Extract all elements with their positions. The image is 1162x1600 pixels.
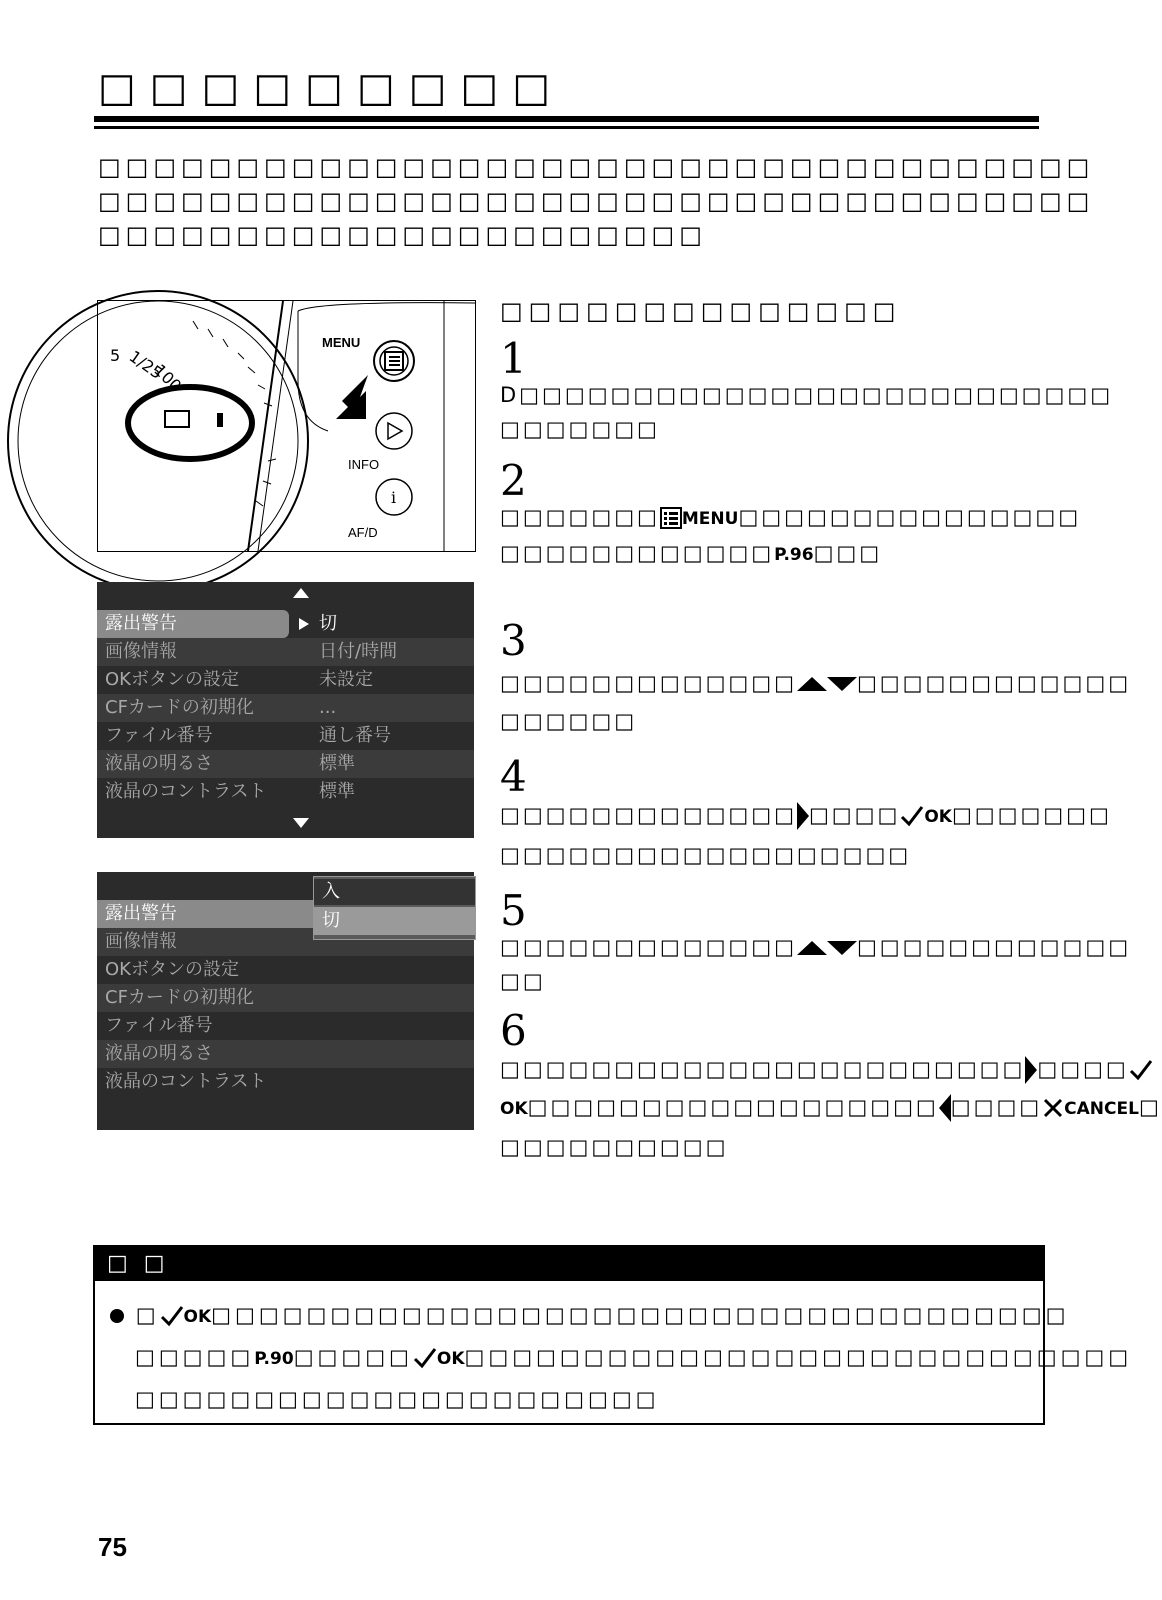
intro-line: □□□□□□□□□□□□□□□□□□□□□□□□□□□□□□□□□□□□ [98,153,1095,181]
af-button-label: AF/D [348,525,378,540]
left-arrow-icon [939,1094,951,1122]
step-number: 1 [500,334,527,383]
page-number: 75 [98,1532,127,1562]
menu-row: 露出警告 切 [105,613,337,634]
option-popup [313,876,476,940]
menu-row: 液晶のコントラスト 標準 [105,781,355,802]
menu-label: MENU [681,509,739,529]
ok-label: OK [500,1099,528,1119]
page-reference: P.90 [254,1349,294,1369]
intro-line: □□□□□□□□□□□□□□□□□□□□□□□□□□□□□□□□□□□□ [98,187,1095,215]
menu-row: 画像情報 [97,928,474,956]
play-arrow-icon [299,618,309,630]
right-arrow-icon [797,802,809,830]
cancel-label: CANCEL [1064,1099,1139,1119]
option-on: 入 [322,881,340,902]
menu-row: 露出警告 [105,903,177,924]
page-reference: P.96 [774,545,814,565]
steps-heading: □□□□□□□□□□□□□□ [500,297,902,325]
menu-row: ファイル番号 通し番号 [105,725,391,746]
option-off: 切 [322,910,340,931]
step-4-text: □□□□□□□□□□□□□ □□□□ OK□□□□□□□ □□□□□□□□□□□□□□□□□□ [500,803,1112,867]
menu-row: CFカードの初期化 [97,984,474,1012]
check-icon [160,1305,184,1327]
intro-paragraph [98,150,1095,252]
ok-label: OK [183,1307,212,1327]
note-body: □ OK□□□□□□□□□□□□□□□□□□□□□□□□□□□□□□□□□□□□ □□□□□P.90□□□□□ OK□□□□□□□□□□□□□□□□□□□□□□□□□□□□ □□□□□□□□□□□□□□□□□□□□□□ [109,1295,1029,1419]
menu-row: CFカードの初期化 ... [97,694,474,722]
menu-row: ファイル番号 [105,1015,213,1036]
step-2-text: □□□□□□□ MENU□□□□□□□□□□□□□□□ □□□□□□□□□□□□P.96□□□ [500,505,1082,565]
page-title: □□□□□□□□□ [98,65,565,111]
svg-text:5: 5 [110,346,121,365]
menu-row: 液晶の明るさ 標準 [97,750,474,778]
menu-row: OKボタンの設定 [105,959,239,980]
menu-row: 液晶の明るさ [97,1040,474,1068]
up-arrow-icon [797,677,827,691]
step-number: 3 [500,616,527,665]
step-1-text: D□□□□□□□□□□□□□□□□□□□□□□□□□□ □□□□□□□ [500,383,1114,441]
down-arrow-icon [827,677,857,691]
note-heading: □□ [95,1247,1043,1281]
menu-row: 画像情報 日付/時間 [97,638,474,666]
info-button-label: INFO [348,457,380,472]
title-rule-thin [94,126,1039,129]
scroll-up-arrow-icon [293,588,309,598]
ok-label: OK [436,1349,465,1369]
check-icon [413,1347,437,1369]
svg-text:1/25: 1/25 [125,346,167,383]
step-number: 5 [500,886,527,935]
bullet-icon [109,1308,125,1324]
intro-line: □□□□□□□□□□□□□□□□□□□□□□ [98,221,707,249]
menu-screenshot-1 [97,582,474,838]
step-number: 4 [500,752,527,801]
camera-illustration [97,300,476,552]
down-arrow-icon [827,941,857,955]
menu-row: 液晶のコントラスト [105,1071,267,1092]
right-arrow-icon [1025,1056,1037,1084]
step-number: 2 [500,456,527,505]
title-rule-thick [94,116,1039,122]
step-number: 6 [500,1006,527,1055]
step-5-text: □□□□□□□□□□□□□ □□□□□□□□□□□□ □□ [500,935,1132,993]
check-icon [900,805,924,827]
camera-drawing [98,301,475,551]
menu-screenshot-2 [97,872,474,1130]
up-arrow-icon [797,941,827,955]
menu-button-label: MENU [322,335,361,350]
note-box [93,1245,1133,1425]
svg-text:i: i [391,488,397,507]
scroll-down-arrow-icon [293,818,309,828]
check-icon [1129,1059,1153,1081]
cross-icon [1042,1097,1064,1119]
svg-text:100: 100 [150,360,186,396]
step-6-text: □□□□□□□□□□□□□□□□□□□□□□□ □□□□ OK□□□□□□□□□□□□□□□□□□ □□□□ CANCEL□ □□□□□□□□□□ [500,1057,1162,1159]
ok-label: OK [924,807,952,827]
menu-icon [660,507,682,529]
step-3-text: □□□□□□□□□□□□□ □□□□□□□□□□□□ □□□□□□ [500,671,1132,733]
menu-row: OKボタンの設定 未設定 [105,669,373,690]
